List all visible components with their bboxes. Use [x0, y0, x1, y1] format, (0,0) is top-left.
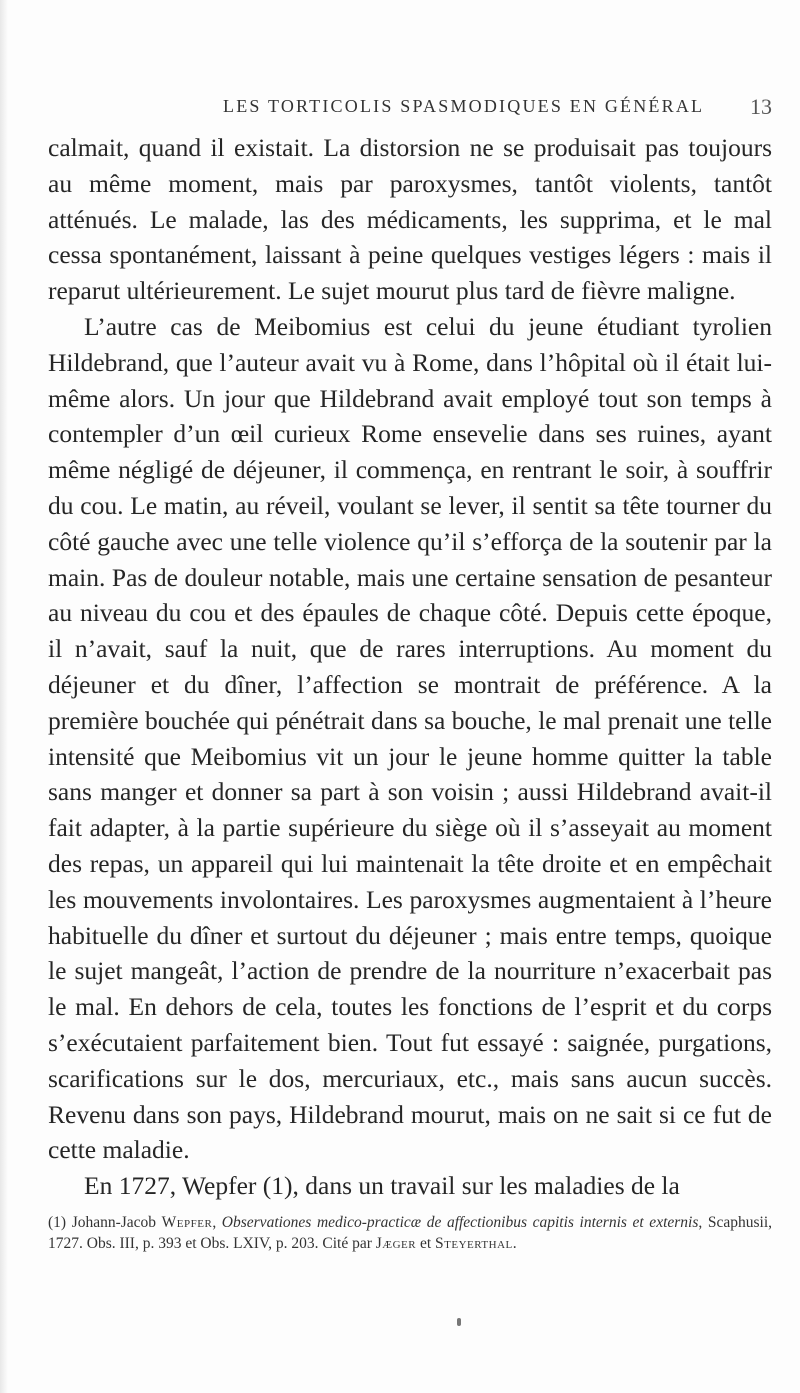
- footnote-cited-author-2: Steyerthal: [435, 1235, 513, 1252]
- footnote-author-last: Wepfer: [161, 1214, 213, 1231]
- paragraph-wepfer: En 1727, Wepfer (1), dans un travail sur les maladies de la: [84, 1171, 680, 1201]
- footnote-and: et: [419, 1235, 432, 1252]
- running-head-title: LES TORTICOLIS SPASMODIQUES EN GÉNÉRAL: [223, 96, 705, 116]
- body-text: [48, 130, 772, 1204]
- footnote-marker: (1): [48, 1214, 67, 1231]
- footnote-end: .: [512, 1235, 517, 1252]
- running-head: [0, 96, 800, 126]
- paragraph-continued: calmait, quand il existait. La distorsion ne se produisait pas toujours au même moment, mais par paroxysmes, tantôt violents, tantôt atténués. Le malade, las des médicaments, les supprima, et le mal cessa spontanément, laissant à peine quelques vestiges légers : mais il reparut ultérieurement. Le sujet mourut plus tard de fièvre maligne.: [48, 133, 772, 306]
- footnote-details: , Scaphusii, 1727. Obs. III, p. 393 et Obs. LXIV, p. 203. Cité par: [48, 1214, 773, 1252]
- footnote-work-title: Observationes medico-practicæ de affectionibus capitis internis et externis: [221, 1214, 699, 1231]
- footnote-cited-author-1: Jæger: [375, 1235, 417, 1252]
- footnote-author-first: Johann-Jacob: [71, 1214, 157, 1231]
- paragraph-hildebrand-case: L’autre cas de Meibomius est celui du jeune étudiant tyrolien Hildebrand, que l’auteur avait vu à Rome, dans l’hôpital où il était lui-même alors. Un jour que Hildebrand avait employé tout son temps à contempler d’un œil curieux Rome ensevelie dans ses ruines, ayant même négligé de déjeuner, il commença, en rentrant le soir, à souffrir du cou. Le matin, au réveil, voulant se lever, il sentit sa tête tourner du côté gauche avec une telle violence qu’il s’efforça de la soutenir par la main. Pas de douleur notable, mais une certaine sensation de pesanteur au niveau du cou et des épaules de chaque côté. Depuis cette époque, il n’avait, sauf la nuit, que de rares interruptions. Au moment du déjeuner et du dîner, l’affection se montrait de préférence. A la première bouchée qui pénétrait dans sa bouche, le mal prenait une telle intensité que Meibomius vit un jour le jeune homme quitter la table sans manger et donner sa part à son voisin ; aussi Hildebrand avait-il fait adapter, à la partie supérieure du siège où il s’asseyait au moment des repas, un appareil qui lui maintenait la tête droite et en empêchait les mouvements involontaires. Les paroxysmes augmentaient à l’heure habituelle du dîner et surtout du déjeuner ; mais entre temps, quoique le sujet mangeât, l’action de prendre de la nourriture n’exacerbait pas le mal. En dehors de cela, toutes les fonctions de l’esprit et du corps s’exécutaient parfaitement bien. Tout fut essayé : saignée, purgations, scarifications sur le dos, mercuriaux, etc., mais sans aucun succès. Revenu dans son pays, Hildebrand mourut, mais on ne sait si ce fut de cette maladie.: [48, 311, 772, 1165]
- footnote-sep: ,: [212, 1214, 217, 1231]
- footnote: [48, 1212, 772, 1254]
- ink-speck: [457, 1318, 461, 1326]
- page-gutter-shadow: [0, 0, 8, 1393]
- page-number: 13: [750, 94, 772, 119]
